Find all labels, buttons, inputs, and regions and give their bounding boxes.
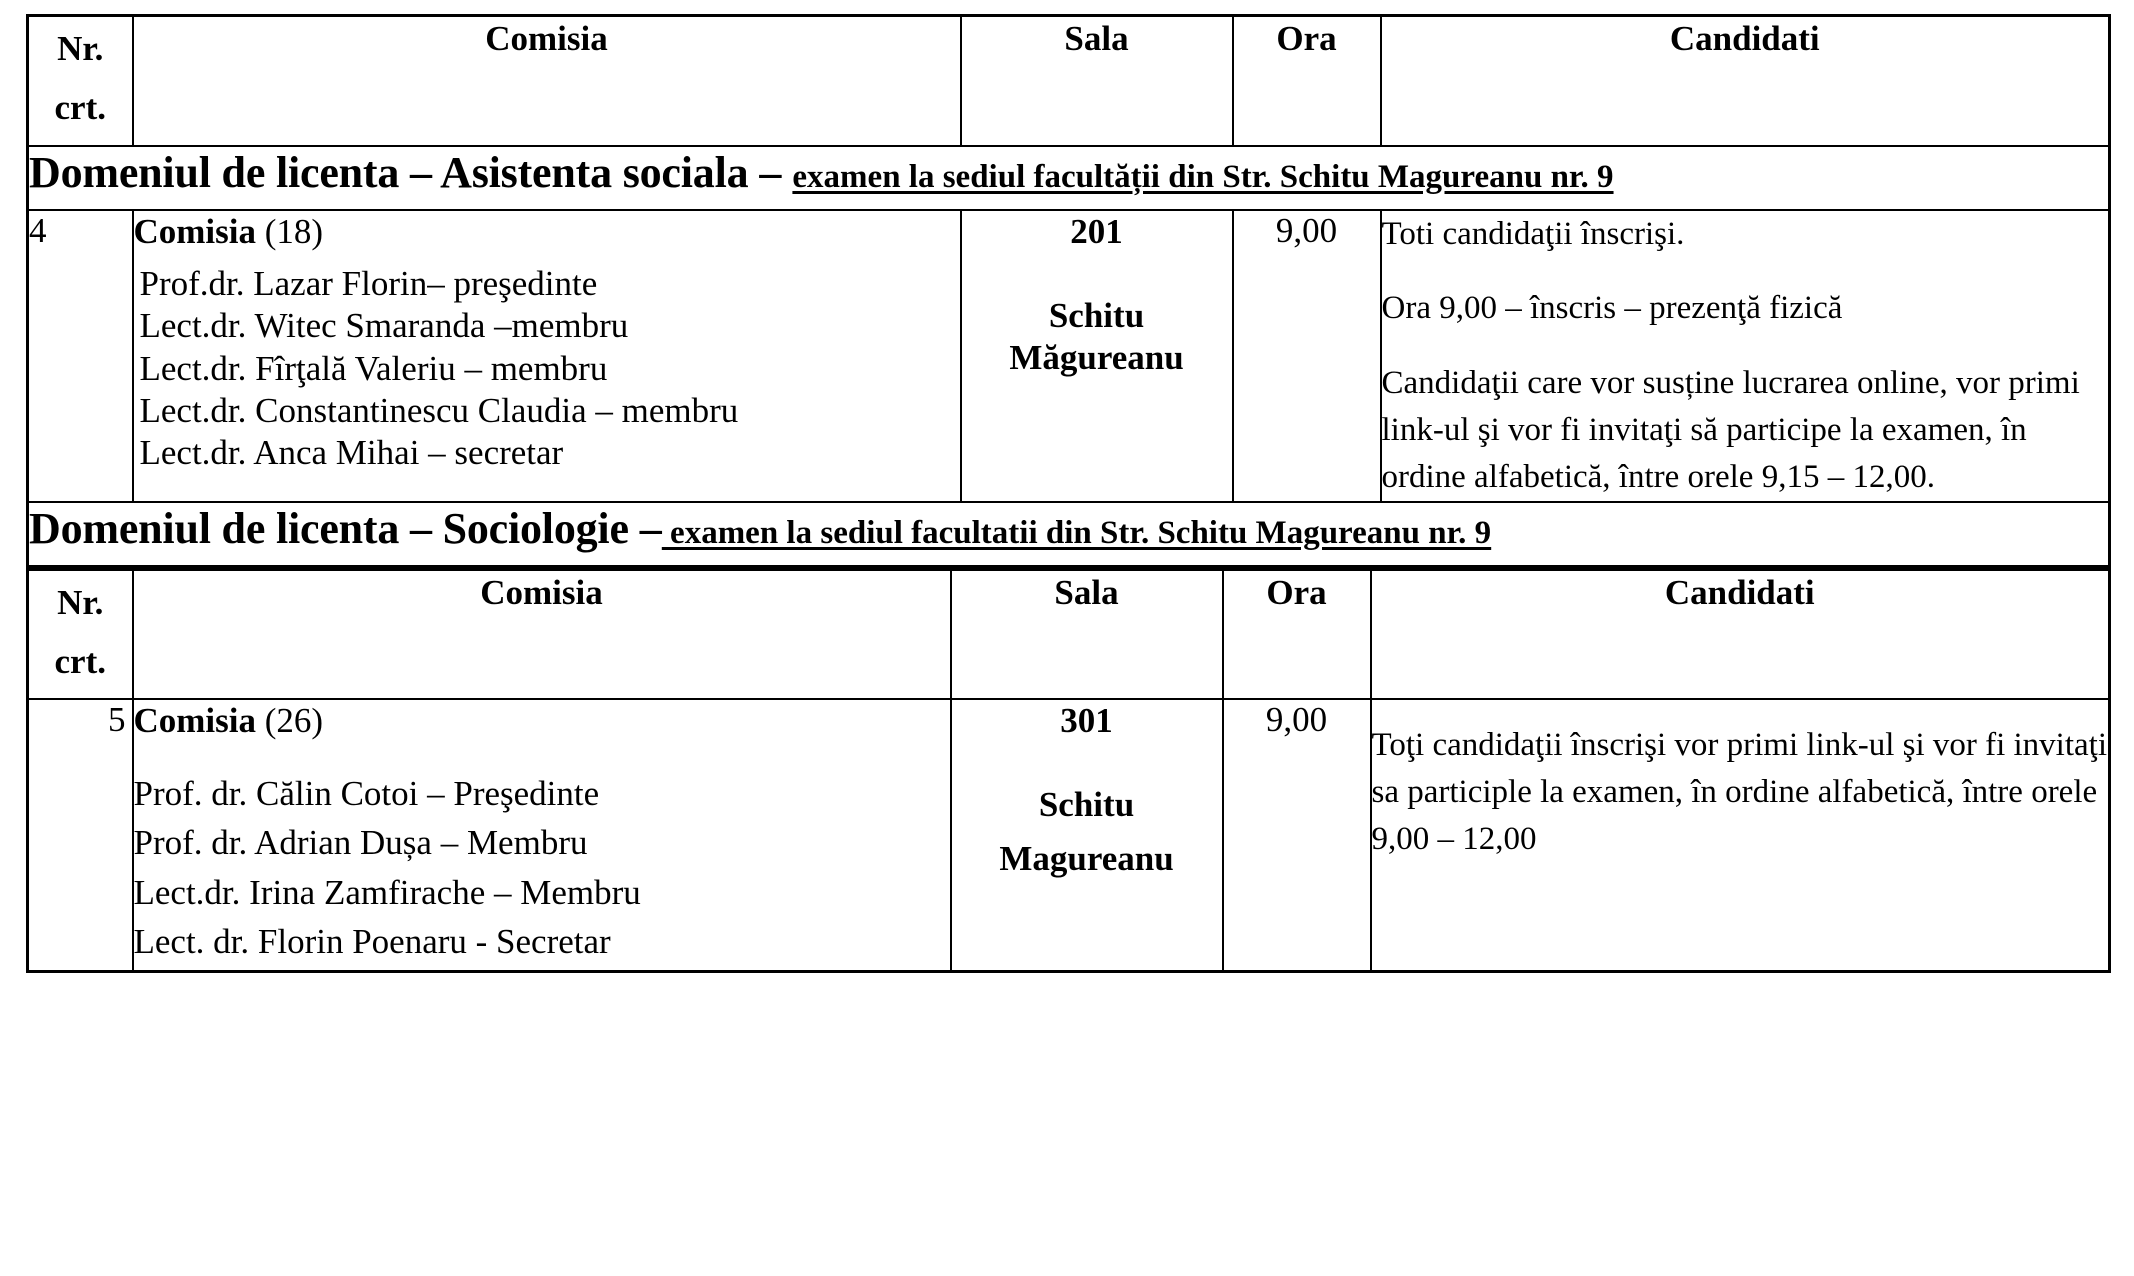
column-header-sala: Sala: [951, 569, 1223, 699]
column-header-nr-crt: [28, 569, 133, 699]
sala-location-line2: Măgureanu: [1009, 337, 1184, 377]
comisia-label: Comisia: [133, 211, 256, 251]
list-item: Lect.dr. Irina Zamfirache – Membru: [133, 872, 641, 912]
cell-nr-crt: 4: [28, 210, 133, 502]
cell-sala: [951, 699, 1223, 971]
sala-location-line1: Schitu: [1038, 785, 1135, 825]
domain-banner-cell: [28, 146, 2110, 210]
domain-banner-row-asistenta-sociala: [28, 146, 2110, 210]
candidati-paragraph: Toţi candidaţii înscrişi vor primi link-ul şi vor fi invitaţi sa participle la examen, în ordine alfabetică, între orele 9,00 – 12,00: [1371, 727, 2108, 858]
domain-dash: –: [759, 147, 782, 197]
table-header-row: [28, 569, 2110, 699]
column-header-nr-line2: crt.: [54, 87, 106, 127]
list-item: Lect.dr. Witec Smaranda –membru: [139, 306, 629, 346]
cell-comisia: [133, 699, 951, 971]
list-item: Lect.dr. Constantinescu Claudia – membru: [139, 390, 739, 430]
cell-ora: 9,00: [1223, 699, 1371, 971]
column-header-ora: Ora: [1233, 16, 1381, 146]
domain-title: Domeniul de licenta – Asistenta sociala: [29, 147, 749, 197]
table-header-row: [28, 16, 2110, 146]
sala-location-line2: Magureanu: [999, 839, 1174, 879]
comisia-label: Comisia: [133, 701, 256, 741]
domain-banner-row-sociologie: [28, 502, 2110, 567]
table-row: [28, 210, 2110, 502]
domain-title: Domeniul de licenta – Sociologie: [29, 503, 629, 553]
domain-banner-cell: [28, 502, 2110, 567]
cell-candidati: [1371, 699, 2110, 971]
comisia-count: (18): [264, 211, 324, 251]
column-header-nr-crt: [28, 16, 133, 146]
candidati-paragraph: Ora 9,00 – înscris – prezenţă fizică: [1381, 290, 1843, 327]
comisia-count: (26): [264, 701, 324, 741]
list-item: Lect. dr. Florin Poenaru - Secretar: [133, 921, 611, 961]
sala-location-line1: Schitu: [1048, 295, 1145, 335]
column-header-candidati: Candidati: [1381, 16, 2110, 146]
cell-sala: [961, 210, 1233, 502]
column-header-candidati: Candidati: [1371, 569, 2110, 699]
domain-location-note: examen la sediul facultatii din Str. Schitu Magureanu nr. 9: [661, 514, 1492, 551]
comisia-title: [134, 700, 950, 742]
candidati-paragraph: Toti candidaţii înscrişi.: [1381, 215, 1685, 252]
sala-room-number: 301: [1060, 701, 1113, 741]
column-header-nr-line2: crt.: [54, 641, 106, 681]
domain-location-note: examen la sediul facultății din Str. Schitu Magureanu nr. 9: [792, 158, 1614, 195]
sala-room-number: 201: [1070, 211, 1123, 251]
column-header-comisia: Comisia: [133, 569, 951, 699]
column-header-comisia: Comisia: [133, 16, 961, 146]
list-item: Lect.dr. Anca Mihai – secretar: [139, 433, 564, 473]
list-item: Prof.dr. Lazar Florin– preşedinte: [139, 263, 598, 303]
column-header-nr-line1: Nr.: [57, 29, 104, 68]
exam-schedule-table-1: [26, 14, 2111, 568]
cell-nr-crt: 5: [28, 699, 133, 971]
column-header-ora: Ora: [1223, 569, 1371, 699]
column-header-nr-line1: Nr.: [57, 582, 104, 622]
column-header-sala: Sala: [961, 16, 1233, 146]
table-row: [28, 699, 2110, 971]
list-item: Prof. dr. Adrian Dușa – Membru: [133, 823, 588, 863]
exam-schedule-table-2: [26, 568, 2111, 973]
comisia-title: [134, 211, 960, 253]
list-item: Lect.dr. Fîrţală Valeriu – membru: [139, 348, 608, 388]
comisia-member-list: [134, 263, 960, 475]
domain-dash: –: [639, 503, 662, 553]
cell-comisia: [133, 210, 961, 502]
cell-ora: 9,00: [1233, 210, 1381, 502]
cell-candidati: [1381, 210, 2110, 502]
comisia-member-list: [134, 773, 950, 963]
list-item: Prof. dr. Călin Cotoi – Preşedinte: [133, 773, 600, 813]
candidati-paragraph: Candidaţii care vor susține lucrarea online, vor primi link-ul şi vor fi invitaţi să participe la examen, în ordine alfabetică, între orele 9,15 – 12,00.: [1381, 365, 2080, 496]
